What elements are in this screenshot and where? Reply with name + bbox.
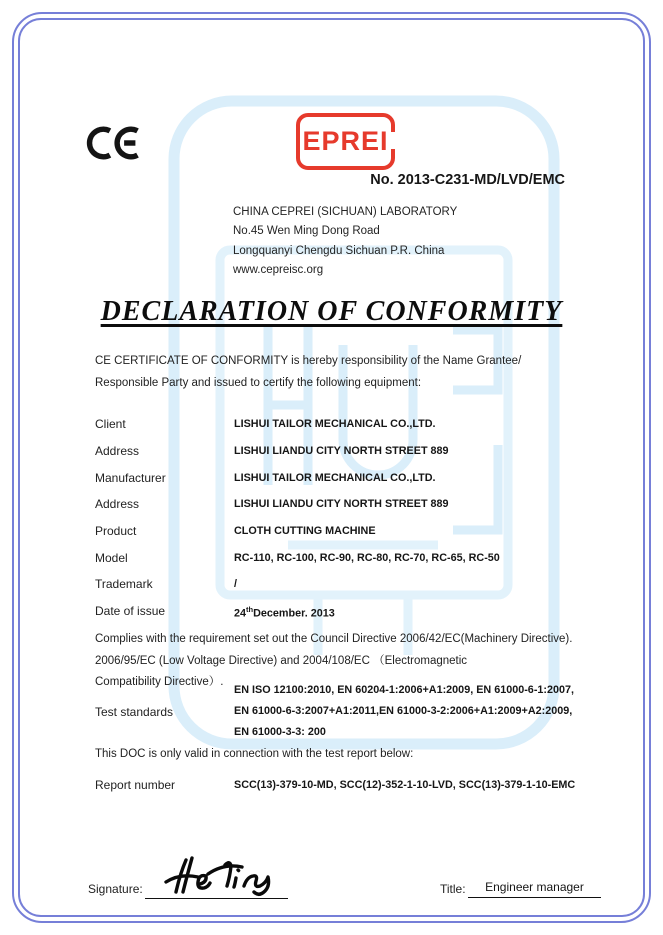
- field-row-manufacturer: [95, 471, 581, 489]
- report-number-label: Report number: [95, 778, 176, 792]
- complies-line-3: Compatibility Directive）.: [95, 676, 224, 688]
- date-ordinal: th: [246, 605, 254, 614]
- lab-website: www.cepreisc.org: [233, 264, 324, 277]
- field-value: RC-110, RC-100, RC-90, RC-80, RC-70, RC-65, RC-50: [234, 552, 500, 564]
- field-row-product: [95, 524, 581, 542]
- field-value: LISHUI TAILOR MECHANICAL CO.,LTD.: [234, 418, 436, 430]
- signature-handwriting: [162, 846, 277, 901]
- eprei-logo-text: EPREI: [302, 126, 389, 156]
- signature-label: Signature:: [88, 882, 143, 896]
- test-standards-label: Test standards: [95, 705, 174, 719]
- doc-validity-note: This DOC is only valid in connection with the test report below:: [95, 748, 414, 760]
- complies-line-2: 2006/95/EC (Low Voltage Directive) and 2004/108/EC （Electromagnetic: [95, 654, 468, 667]
- field-label: Model: [95, 551, 128, 565]
- field-label: Trademark: [95, 577, 153, 591]
- field-row-model: [95, 551, 581, 569]
- field-value: /: [234, 578, 237, 590]
- field-label: Address: [95, 497, 140, 511]
- intro-paragraph: [95, 351, 581, 395]
- field-row-address-1: [95, 444, 581, 462]
- ce-mark-icon: [84, 118, 140, 168]
- eprei-logo-gap: [391, 132, 395, 149]
- test-standard-line-1: EN ISO 12100:2010, EN 60204-1:2006+A1:2009, EN 61000-6-1:2007,: [234, 684, 575, 696]
- lab-name: CHINA CEPREI (SICHUAN) LABORATORY: [233, 206, 458, 218]
- document-title: DECLARATION OF CONFORMITY: [100, 296, 563, 327]
- lab-address-line2: Longquanyi Chengdu Sichuan P.R. China: [233, 244, 445, 257]
- eprei-logo: [296, 113, 395, 170]
- field-label: Client: [95, 417, 126, 431]
- field-value: CLOTH CUTTING MACHINE: [234, 525, 376, 537]
- field-row-client: [95, 417, 581, 435]
- certificate-number: No. 2013-C231-MD/LVD/EMC: [370, 172, 565, 188]
- report-number-value: SCC(13)-379-10-MD, SCC(12)-352-1-10-LVD, SCC(13)-379-1-10-EMC: [234, 779, 576, 791]
- title-label: Title:: [440, 882, 466, 896]
- field-row-trademark: [95, 577, 581, 595]
- field-value: LISHUI TAILOR MECHANICAL CO.,LTD.: [234, 472, 436, 484]
- field-row-address-2: [95, 497, 581, 515]
- test-standard-line-3: EN 61000-3-3: 200: [234, 726, 326, 738]
- complies-line-1: Complies with the requirement set out the Council Directive 2006/42/EC(Machinery Directive).: [95, 633, 573, 645]
- field-value: LISHUI LIANDU CITY NORTH STREET 889: [234, 498, 449, 510]
- field-label: Product: [95, 524, 137, 538]
- field-value: LISHUI LIANDU CITY NORTH STREET 889: [234, 445, 449, 457]
- field-label: Manufacturer: [95, 471, 166, 485]
- test-standard-line-2: EN 61000-6-3:2007+A1:2011,EN 61000-3-2:2006+A1:2009+A2:2009,: [234, 705, 573, 717]
- field-value: 24thDecember. 2013: [234, 605, 335, 620]
- title-value: Engineer manager: [468, 880, 601, 898]
- intro-line-2: Responsible Party and issued to certify the following equipment:: [95, 376, 422, 389]
- lab-address-line1: No.45 Wen Ming Dong Road: [233, 225, 380, 238]
- laboratory-info: [233, 203, 457, 281]
- intro-line-1: CE CERTIFICATE OF CONFORMITY is hereby responsibility of the Name Grantee/: [95, 355, 522, 367]
- field-label: Date of issue: [95, 604, 166, 618]
- field-row-date-of-issue: [95, 604, 581, 622]
- field-label: Address: [95, 444, 140, 458]
